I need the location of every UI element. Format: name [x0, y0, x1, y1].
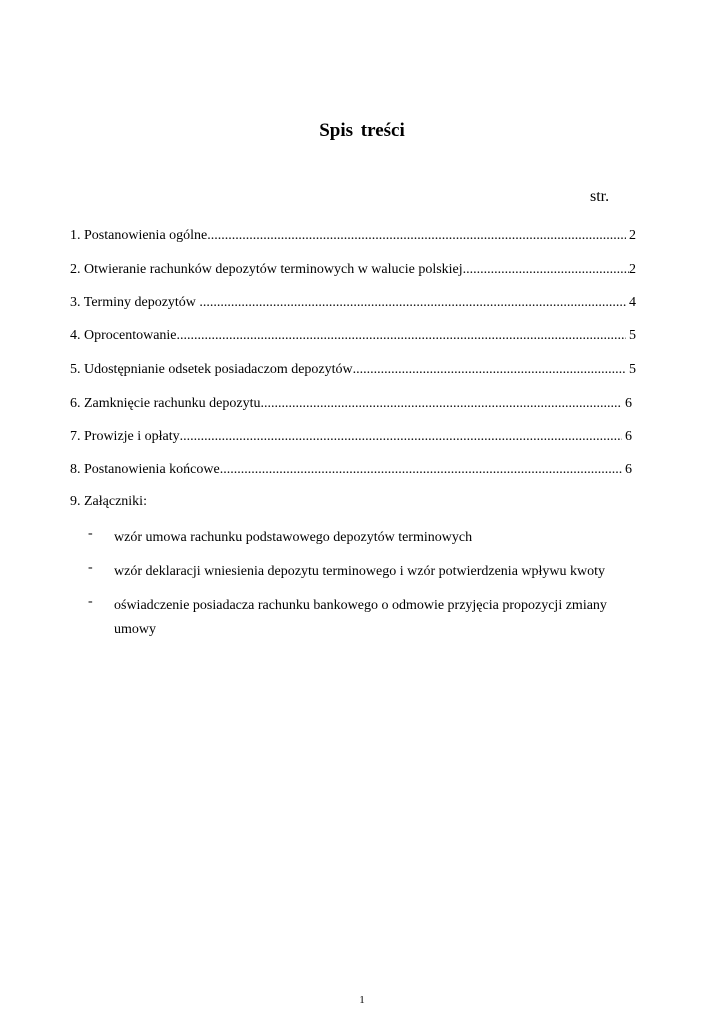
- dot-leader: [260, 396, 622, 412]
- toc-entry-page: 6: [625, 429, 632, 444]
- toc-entry: [70, 262, 636, 282]
- toc-entry-label: 4. Oprocentowanie: [70, 328, 177, 343]
- dot-leader: [177, 328, 626, 344]
- toc-entry-page: 6: [625, 396, 632, 411]
- toc-entry-page: 6: [625, 462, 632, 477]
- attachments-heading: 9. Załączniki:: [70, 494, 147, 509]
- toc-entry-page: 2: [629, 228, 636, 243]
- attachment-item: [88, 526, 648, 550]
- page-column-label: str.: [590, 188, 610, 205]
- attachment-text: oświadczenie posiadacza rachunku bankowego o odmowie przyjęcia propozycji zmiany umowy: [114, 598, 607, 637]
- toc-entry: [70, 228, 636, 248]
- attachment-text: wzór deklaracji wniesienia depozytu terminowego i wzór potwierdzenia wpływu kwoty: [114, 564, 606, 579]
- toc-entry-label: 3. Terminy depozytów .................: [70, 295, 259, 310]
- dot-leader: [220, 462, 622, 478]
- toc-entry-label: 1. Postanowienia ogólne: [70, 228, 208, 243]
- toc-entry-page: 2: [629, 262, 636, 277]
- list-dash: -: [88, 526, 93, 541]
- toc-entry: [70, 328, 636, 348]
- attachment-item: [88, 594, 638, 642]
- dot-leader: [353, 362, 626, 378]
- toc-entry-label: 2. Otwieranie rachunków depozytów terminowych w walucie polskiej: [70, 262, 463, 277]
- toc-entry: [70, 362, 636, 382]
- attachment-item: [88, 560, 648, 584]
- toc-entry: [70, 429, 632, 449]
- document-title: Spis treści: [319, 120, 405, 141]
- dot-leader: [207, 228, 626, 244]
- toc-entry-label: 7. Prowizje i opłaty: [70, 429, 180, 444]
- toc-entry-label: 8. Postanowienia końcowe: [70, 462, 220, 477]
- dot-leader: [463, 262, 629, 278]
- toc-entry-page: 5: [629, 328, 636, 343]
- toc-entry-page: 4: [629, 295, 636, 310]
- toc-entry-page: 5: [629, 362, 636, 377]
- dot-leader: [259, 295, 626, 311]
- toc-entry-label: 5. Udostępnianie odsetek posiadaczom depozytów: [70, 362, 353, 377]
- toc-entry-label: 6. Zamknięcie rachunku depozytu: [70, 396, 261, 411]
- list-dash: -: [88, 594, 93, 609]
- attachment-text: wzór umowa rachunku podstawowego depozytów terminowych: [114, 530, 473, 545]
- list-dash: -: [88, 560, 93, 575]
- toc-entry: [70, 462, 632, 482]
- toc-entry: [70, 396, 632, 416]
- dot-leader: [180, 429, 622, 445]
- toc-entry: [70, 295, 636, 315]
- page-number: 1: [359, 994, 365, 1006]
